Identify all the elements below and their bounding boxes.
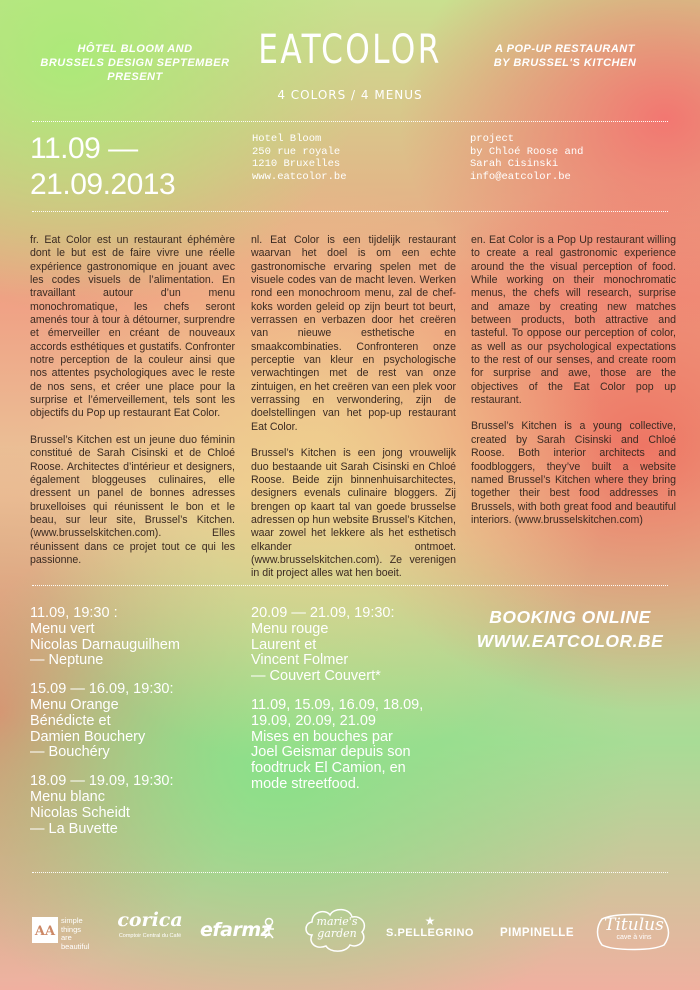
efarmz-name: efarmz xyxy=(200,919,272,941)
subtitle: 4 COLORS / 4 MENUS xyxy=(277,88,423,102)
logo-maries-garden xyxy=(302,905,372,955)
divider xyxy=(32,872,668,873)
logo-efarmz xyxy=(200,919,280,949)
menu-line: 19.09, 20.09, 21.09 xyxy=(251,712,376,729)
email-link[interactable]: info@eatcolor.be xyxy=(470,170,571,183)
booking-callout xyxy=(470,605,670,653)
menu-line: 20.09 — 21.09, 19:30: xyxy=(251,605,395,621)
project-credits xyxy=(470,133,583,183)
menu-line: Menu Orange xyxy=(30,696,119,713)
menu-line: Menu blanc xyxy=(30,788,105,805)
website-link[interactable]: www.eatcolor.be xyxy=(252,170,347,183)
aa-line: simple xyxy=(61,916,83,925)
menu-line: Joel Geismar depuis son xyxy=(251,744,411,761)
organizer-line: BY BRUSSEL'S KITCHEN xyxy=(493,57,637,69)
divider xyxy=(32,121,668,122)
titulus-name: Titulus xyxy=(604,915,664,935)
date-start: 11.09 — xyxy=(30,132,138,165)
menu-line: foodtruck El Camion, en xyxy=(251,760,406,777)
project-line: project xyxy=(470,133,515,145)
date-end: 21.09.2013 xyxy=(30,168,176,201)
presenters-text xyxy=(40,42,230,84)
menu-line: Mises en bouches par xyxy=(251,728,393,745)
presenters-line: BRUSSELS DESIGN SEPTEMBER xyxy=(40,57,230,69)
menu-schedule-left xyxy=(30,606,245,850)
paragraph: Brussel’s Kitchen is een jong vrouwelijk duo bestaande uit Sarah Cisinski en Chloé Roose. Beide zijn binnenhuisarchitectes, designers evenals culinaire bloggers. Zij brengen op kaart tal van goede brusselse adressen op hun website Brussel’s Kitchen, waar zowel het lekkere als het esthetisch elkander ontmoet. (www.brusselskitchen.com). Ze verenigen in dit project alles wat hen boeit. xyxy=(251,447,456,580)
menu-line: Vincent Folmer xyxy=(251,652,349,669)
menu-line: 15.09 — 16.09, 19:30: xyxy=(30,681,174,698)
maries-line: marie's xyxy=(316,915,358,928)
presenters-line: PRESENT xyxy=(107,71,163,83)
star-icon: ★ xyxy=(424,914,436,928)
logo-pimpinelle xyxy=(492,927,582,947)
menu-line: 11.09, 19:30 : xyxy=(30,605,118,621)
paragraph: nl. Eat Color is een tijdelijk restaurant waarvan het doel is om een echte gastronomische ervaring spelen met de visuele codes van de macht leven. Werken rond een monochroom menu, zal de chef-koks worden geleid op zijn beurt tot beurt, verrassen en verbazen door het creëren van nieuwe esthetische en smaakcombinaties. Confronteren onze perceptie van kleur en psychologische verwachtingen met de rest van onze zintuigen, en het creëren van een plek voor verrassing en verwondering, zijn de doelstellingen van het pop-up restaurant Eat Color. xyxy=(251,234,456,433)
menu-line: 18.09 — 19.09, 19:30: xyxy=(30,773,174,790)
paragraph: en. Eat Color is a Pop Up restaurant willing to create a real gastronomic experience around the the visual perception of food. While working on their monochromatic menus, the chefs will research, surprise and amaze by creating new matches between products, both attractive and tasteful. To oppose our perception of color, as well as our psychological expectations to the rest of our senses, and create room for surprise and awe, those are the objectives of the Eat Color pop up restaurant. xyxy=(471,234,676,407)
menu-block xyxy=(251,698,466,793)
text-column-fr xyxy=(30,234,235,580)
aa-line: things are xyxy=(61,924,82,942)
project-line: by Chloé Roose and xyxy=(470,145,584,158)
menu-line: 11.09, 15.09, 16.09, 18.09, xyxy=(251,696,424,713)
menu-block xyxy=(30,606,245,669)
organizer-text xyxy=(470,42,660,70)
address-line: 250 rue royale xyxy=(252,145,341,158)
maries-line: garden xyxy=(317,927,357,940)
venue-address xyxy=(252,133,347,183)
menu-block xyxy=(30,774,245,837)
menu-line: — Neptune xyxy=(30,652,104,669)
paragraph: Brussel’s Kitchen is a young collective, created by Sarah Cisinski and Chloé Roose. Both interior architects and foodbloggers, they’ve built a website named Brussel’s Kitchen where they bring together their best food addresses in Brussels, with both great food and beautiful interiors. (www.brusselskitchen.com) xyxy=(471,420,676,526)
paragraph: fr. Eat Color est un restaurant éphémère dont le but est de faire vivre une réelle expérience gastronomique en jouant avec les codes visuels de l’alimentation. En travaillant autour d’un menu monochromatique, les chefs seront amenés tour à tour à détourner, surprendre et émerveiller en créant de nouveaux accords esthétiques et gustatifs. Confronter notre perception de la couleur ainsi que nos attentes psychologiques avec le reste de nos sens, et créer une place pour la surprise et l’émerveillement, tels sont les objectifs du Pop up restaurant Eat Color. xyxy=(30,234,235,420)
paragraph: Brussel’s Kitchen est un jeune duo féminin constitué de Sarah Cisinski et de Chloé Roose. Architectes d’intérieur et designers, également bloggeuses culinaires, elle dressent un panel de bonnes adresses bruxelloises qui réunissent le bon et le beau, sur leur site, Brussel’s Kitchen. (www.brusselskitchen.com). Elles réunissent dans ce projet tout ce qui les passionne. xyxy=(30,433,235,566)
menu-line: Nicolas Darnauguilhem xyxy=(30,636,180,653)
menu-line: Menu rouge xyxy=(251,620,329,637)
menu-block xyxy=(251,606,466,685)
menu-block xyxy=(30,682,245,761)
menu-line: — Bouchéry xyxy=(30,744,110,761)
farm-figure-icon xyxy=(260,917,278,939)
menu-line: Laurent et xyxy=(251,636,317,653)
pellegrino-name: S.PELLEGRINO xyxy=(386,927,474,939)
booking-label: BOOKING ONLINE xyxy=(489,607,651,627)
divider xyxy=(32,585,668,586)
menu-line: — Couvert Couvert* xyxy=(251,668,381,685)
menu-schedule-right xyxy=(251,606,466,806)
logo-titulus xyxy=(594,911,674,953)
corica-name: corica xyxy=(117,909,183,931)
menu-line: Bénédicte et xyxy=(30,712,111,729)
menu-line: Menu vert xyxy=(30,620,95,637)
menu-line: mode streetfood. xyxy=(251,775,360,792)
organizer-line: A POP-UP RESTAURANT xyxy=(495,43,635,55)
sponsor-logos xyxy=(0,905,700,955)
booking-link[interactable]: WWW.EATCOLOR.BE xyxy=(476,631,664,651)
menu-line: — La Buvette xyxy=(30,820,118,837)
text-column-en xyxy=(471,234,676,540)
divider xyxy=(32,211,668,212)
presenters-line: HÔTEL BLOOM AND xyxy=(77,43,193,55)
aa-mark-icon xyxy=(32,917,58,943)
text-column-nl xyxy=(251,234,456,594)
address-line: Hotel Bloom xyxy=(252,133,322,145)
page-title: EATCOLOR xyxy=(258,27,442,73)
logo-corica xyxy=(110,909,190,949)
logo-aa xyxy=(32,915,92,949)
event-dates xyxy=(30,131,175,203)
svg-text:AA: AA xyxy=(34,924,56,939)
menu-line: Damien Bouchery xyxy=(30,728,146,745)
aa-line: beautiful xyxy=(61,941,90,951)
titulus-sub: cave à vins xyxy=(616,934,652,941)
menu-line: Nicolas Scheidt xyxy=(30,804,130,821)
pimpinelle-name: PIMPINELLE xyxy=(499,927,574,939)
logo-pellegrino xyxy=(380,915,480,949)
corica-sub: Comptoir Central du Café xyxy=(118,933,182,939)
project-line: Sarah Cisinski xyxy=(470,158,559,170)
address-line: 1210 Bruxelles xyxy=(252,158,341,170)
